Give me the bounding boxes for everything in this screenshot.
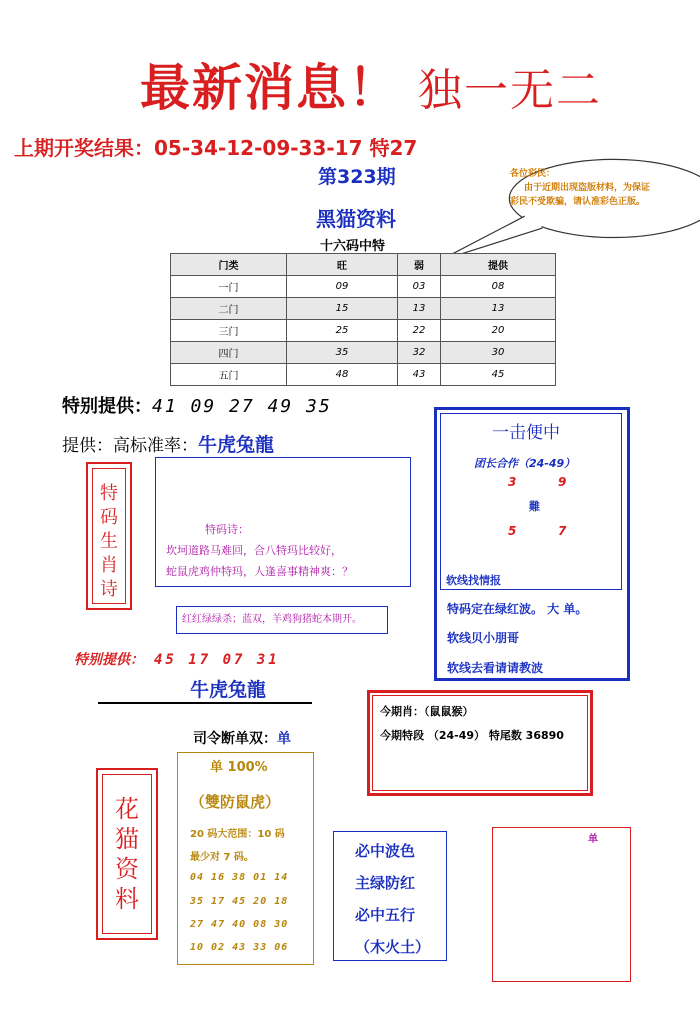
- table-header: 门类: [171, 254, 287, 276]
- issue-number: 第323期: [318, 166, 396, 188]
- table-row: [171, 276, 556, 298]
- title-main: 最新消息！: [140, 58, 400, 117]
- right-panel-note: 软线找情报: [446, 574, 501, 587]
- pink-box-char: 单: [588, 834, 598, 845]
- poem-label-char: 码: [100, 507, 118, 528]
- bubble-line: 各位彩民：: [510, 169, 556, 179]
- right-panel-line: 软线贝小朋哥: [447, 631, 520, 645]
- special-label: 特别提供：: [62, 396, 152, 417]
- table-row: [171, 364, 556, 386]
- table-cell: 20: [441, 320, 556, 342]
- title-sub: 独一无二: [418, 65, 602, 116]
- table-cell: 25: [287, 320, 398, 342]
- provide-label: 提供：高标准率：: [62, 436, 198, 456]
- last-result: 上期开奖结果：05-34-12-09-33-17 特27: [14, 136, 418, 160]
- table-header: 旺: [287, 254, 398, 276]
- table-row: [171, 298, 556, 320]
- forecast-line-1: 今期肖：（鼠鼠猴）: [380, 705, 474, 718]
- forecast-line-2: 今期特段 （24-49） 特尾数 36890: [380, 729, 564, 742]
- poem-label-char: 特: [100, 483, 118, 504]
- poem-line-2: 蛇鼠虎鸡仲特玛，人逢喜事精神爽：？: [166, 565, 353, 578]
- right-panel-center: 難: [529, 500, 540, 513]
- table-row: [171, 342, 556, 364]
- special-provide-2: [74, 649, 280, 669]
- right-panel-subtitle: 团长合作（24-49）: [474, 457, 576, 470]
- mid-box-number-row: 04 16 38 01 14: [190, 872, 289, 883]
- right-panel-line: 特码定在绿红波。 大 单。: [447, 602, 588, 616]
- table-header: 提供: [441, 254, 556, 276]
- table-cell: 45: [441, 364, 556, 386]
- table-cell: 32: [398, 342, 441, 364]
- table-cell: 三门: [171, 320, 287, 342]
- table-cell: 09: [287, 276, 398, 298]
- huamao-label-text: [98, 794, 156, 914]
- table-title: 十六码中特: [320, 239, 386, 254]
- table-cell: 08: [441, 276, 556, 298]
- poem-label-char: 诗: [100, 579, 118, 600]
- bubble-line: 由于近期出现盗版材料，为保证彩民不受欺骗，请认准彩色正版。: [510, 183, 651, 207]
- huamao-side-label: [96, 768, 158, 940]
- blue-box-line: （木火土）: [355, 938, 431, 956]
- divider: [98, 702, 312, 704]
- commander-value: 单: [277, 731, 291, 747]
- special-numbers: 41 09 27 49 35: [152, 396, 332, 417]
- blue-box-line: 必中五行: [355, 906, 416, 924]
- huamao-label-char: 花: [115, 795, 139, 823]
- sixteen-code-table: [170, 253, 556, 386]
- colors-note: 红红绿绿杀；蓝双，羊鸡狗猪蛇本期开。: [176, 606, 388, 634]
- right-panel-line: 软线去看请请教波: [447, 661, 544, 675]
- commander-line: [193, 728, 291, 748]
- mid-box-number-row: 27 47 40 08 30: [190, 919, 289, 930]
- mid-box-line-2: （雙防鼠虎）: [190, 793, 281, 811]
- huamao-label-char: 猫: [115, 825, 139, 853]
- zodiac-line: 牛虎兔龍: [190, 679, 267, 701]
- right-panel-number: 9: [558, 475, 567, 489]
- huamao-label-char: 料: [115, 885, 139, 913]
- table-header-row: [171, 254, 556, 276]
- poem-side-label: [86, 462, 132, 610]
- poem-title: 特码诗：: [205, 523, 249, 536]
- right-panel-number: 5: [508, 524, 517, 538]
- poem-line-1: 坎坷道路马难回，合八特玛比较好，: [166, 544, 342, 557]
- bubble-text: [510, 167, 650, 209]
- poem-label-char: 生: [100, 531, 118, 552]
- table-cell: 35: [287, 342, 398, 364]
- poem-label-char: 肖: [100, 555, 118, 576]
- special2-numbers: 45 17 07 31: [154, 652, 280, 668]
- commander-label: 司令断单双：: [193, 731, 277, 747]
- special2-label: 特别提供：: [74, 652, 144, 668]
- right-panel-number: 3: [508, 475, 517, 489]
- mid-box-line-1: 单 100%: [210, 760, 268, 775]
- right-panel-title: 一击便中: [492, 423, 560, 443]
- table-cell: 30: [441, 342, 556, 364]
- mid-box-line-3: 20 码大范围：10 码: [190, 829, 285, 840]
- provide-value: 牛虎兔龍: [198, 434, 275, 456]
- table-cell: 13: [398, 298, 441, 320]
- table-cell: 15: [287, 298, 398, 320]
- blue-box-line: 主绿防红: [355, 874, 416, 892]
- table-cell: 03: [398, 276, 441, 298]
- table-cell: 13: [441, 298, 556, 320]
- table-cell: 43: [398, 364, 441, 386]
- table-header: 弱: [398, 254, 441, 276]
- table-cell: 22: [398, 320, 441, 342]
- mid-box-number-row: 35 17 45 20 18: [190, 896, 289, 907]
- table-cell: 48: [287, 364, 398, 386]
- table-cell: 五门: [171, 364, 287, 386]
- right-panel-number: 7: [558, 524, 567, 538]
- blue-box-line: 必中波色: [355, 842, 416, 860]
- provide-line: [62, 430, 274, 457]
- huamao-label-char: 资: [115, 855, 139, 883]
- table-row: [171, 320, 556, 342]
- main-title: [140, 48, 602, 120]
- pink-box: [492, 827, 631, 982]
- table-cell: 一门: [171, 276, 287, 298]
- special-provide-1: [62, 392, 332, 418]
- section-title: 黑猫资料: [316, 207, 396, 231]
- poem-label-text: [88, 482, 130, 602]
- mid-box-number-row: 10 02 43 33 06: [190, 942, 289, 953]
- table-cell: 二门: [171, 298, 287, 320]
- table-cell: 四门: [171, 342, 287, 364]
- mid-box-line-4: 最少对 7 码。: [190, 852, 254, 863]
